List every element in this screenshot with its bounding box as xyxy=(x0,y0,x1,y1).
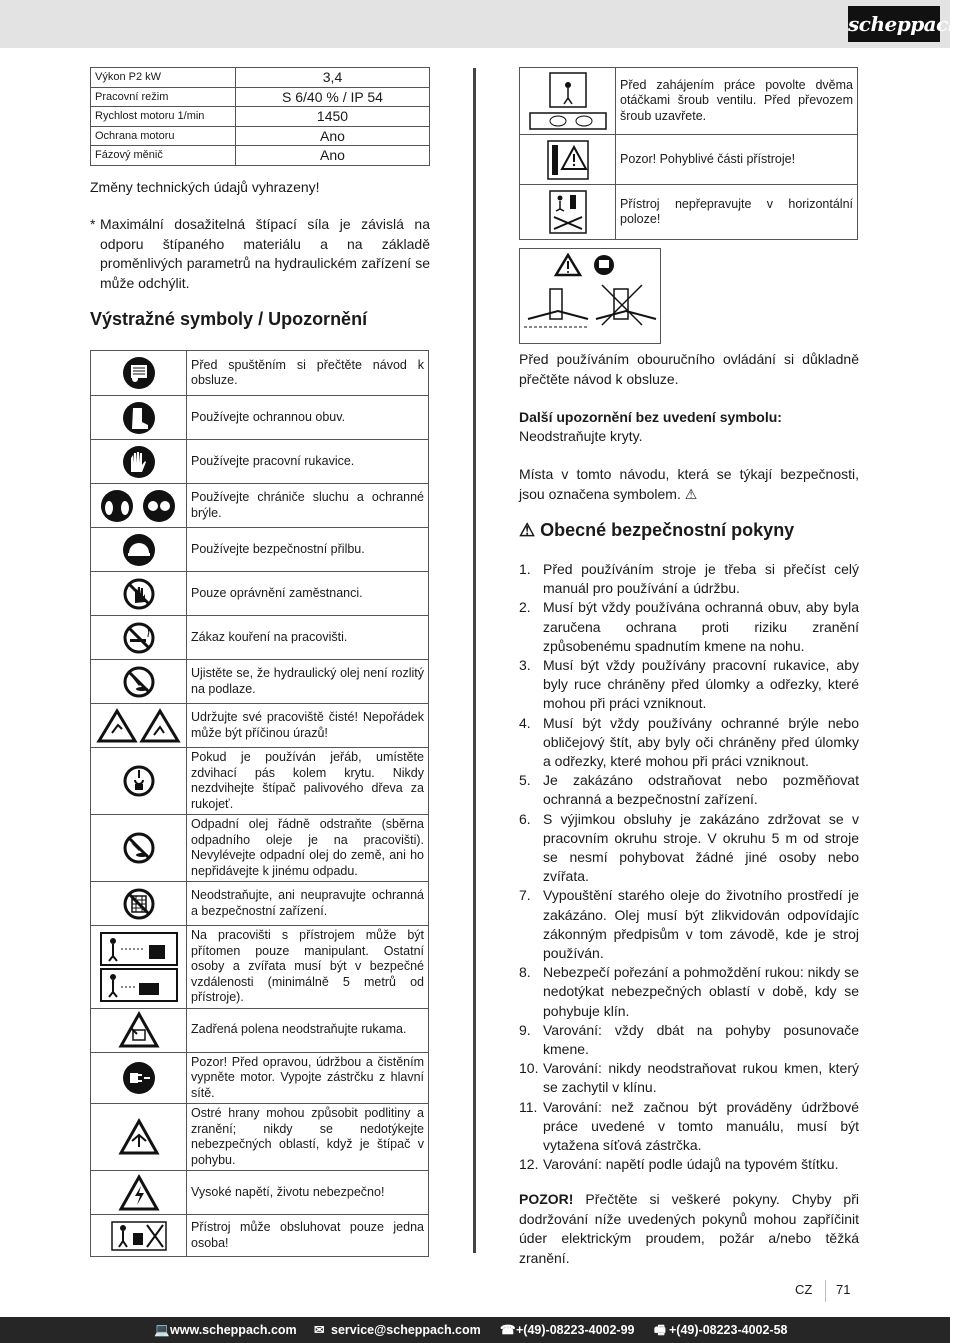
list-item xyxy=(519,1059,859,1097)
page-number: 71 xyxy=(836,1282,851,1297)
list-number: 7. xyxy=(519,887,531,904)
list-item xyxy=(519,714,859,772)
warning-text: Ostré hrany mohou způsobit podlitiny a zranění; nikdy se nedotýkejte nebezpečných oblastí, když je štípač v pohybu. xyxy=(187,1104,429,1171)
list-item xyxy=(519,1155,859,1174)
warning-text: Přístroj může obsluhovat pouze jedna osoba! xyxy=(187,1215,429,1257)
table-row xyxy=(91,572,429,616)
list-text: Musí být vždy používána ochranná obuv, aby byla zaručena ochrana proti riziku zranění způsobenému spadnutím kmene na nohu. xyxy=(543,599,859,654)
helmet-icon xyxy=(91,528,187,572)
footer-email[interactable]: service@scheppach.com xyxy=(331,1323,481,1337)
warning-text: Pokud je používán jeřáb, umístěte zdvihací pás kolem krytu. Nikdy nezdvihejte štípač palivového dřeva za rukojeť. xyxy=(187,748,429,815)
brand-logo: scheppach xyxy=(848,6,940,42)
no-remove-guard-icon xyxy=(91,882,187,926)
warning-text: Zákaz kouření na pracovišti. xyxy=(187,616,429,660)
no-oil-spill-icon xyxy=(91,660,187,704)
places-note: Místa v tomto návodu, která se týkají bezpečnosti, jsou označena symbolem. ⚠ xyxy=(519,466,859,502)
spec-value: 1450 xyxy=(236,107,430,127)
pozor-label: POZOR! xyxy=(519,1191,574,1207)
list-number: 8. xyxy=(519,964,531,981)
list-item xyxy=(519,656,859,714)
list-text: Před používáním stroje je třeba si přečíst celý manuál pro používání a údržbu. xyxy=(543,561,859,597)
table-row xyxy=(91,1171,429,1215)
warning-text: Používejte chrániče sluchu a ochranné brýle. xyxy=(187,484,429,528)
table-row xyxy=(520,68,858,135)
warning-text: Používejte ochrannou obuv. xyxy=(187,396,429,440)
list-text: Varování: napětí podle údajů na typovém štítku. xyxy=(543,1156,839,1173)
warning-text: Neodstraňujte, ani neupravujte ochranná a bezpečnostní zařízení. xyxy=(187,882,429,926)
footnote xyxy=(90,215,430,293)
warning-triangle-icon xyxy=(556,255,580,275)
spec-label: Pracovní režim xyxy=(91,87,236,107)
gloves-icon xyxy=(91,440,187,484)
spec-value: S 6/40 % / IP 54 xyxy=(236,87,430,107)
changes-note: Změny technických údajů vyhrazeny! xyxy=(90,179,320,195)
phone-icon: ☎ xyxy=(500,1323,516,1337)
valve-screw-icon xyxy=(520,68,616,135)
list-number: 2. xyxy=(519,599,531,616)
warning-table xyxy=(90,350,429,1257)
one-operator-icon xyxy=(91,1215,187,1257)
spec-label: Rychlost motoru 1/min xyxy=(91,107,236,127)
fax-icon: 🖷 xyxy=(654,1323,666,1337)
spec-label: Výkon P2 kW xyxy=(91,68,236,88)
table-row xyxy=(91,87,430,107)
slip-trip-icon xyxy=(91,704,187,748)
sharp-edges-icon xyxy=(91,1104,187,1171)
list-text: Je zakázáno odstraňovat nebo pozměňovat ochranná a bezpečnostní zařízení. xyxy=(543,772,859,808)
table-row xyxy=(91,146,430,166)
list-number: 11. xyxy=(519,1098,538,1115)
spec-value: Ano xyxy=(236,146,430,166)
table-row xyxy=(91,660,429,704)
warning-text: Před zahájením práce povolte dvěma otáčkami šroub ventilu. Před převozem šroub uzavřete. xyxy=(616,68,858,135)
table-row xyxy=(91,1008,429,1052)
warning-text: Udržujte své pracoviště čisté! Nepořádek může být příčinou úrazů! xyxy=(187,704,429,748)
footer-phone: +(49)-08223-4002-99 xyxy=(516,1323,635,1337)
table-row xyxy=(91,616,429,660)
warning-text: Pouze oprávnění zaměstnanci. xyxy=(187,572,429,616)
list-text: Musí být vždy používány ochranné brýle nebo obličejový štít, aby byly oči chráněny před úlomky a odřezky, které mohou při práci vzniknout. xyxy=(543,714,859,770)
table-row xyxy=(520,135,858,185)
footer-web[interactable]: www.scheppach.com xyxy=(170,1323,297,1337)
unplug-icon xyxy=(91,1052,187,1104)
spec-label: Ochrana motoru xyxy=(91,126,236,146)
table-row xyxy=(91,68,430,88)
further-heading: Další upozornění bez uvedení symbolu: xyxy=(519,409,782,425)
list-number: 3. xyxy=(519,657,531,674)
list-item xyxy=(519,1021,859,1059)
email-icon: ✉ xyxy=(314,1323,325,1337)
table-row xyxy=(91,1052,429,1104)
table-row xyxy=(520,185,858,240)
warning-text: Odpadní olej řádně odstraňte (sběrna odpadního oleje je na pracovišti). Nevylévejte odpadní olej do země, ani ho nepřidávejte k jinému odpadu. xyxy=(187,815,429,882)
header-bar xyxy=(0,0,962,48)
authorized-only-icon xyxy=(91,572,187,616)
table-row xyxy=(91,351,429,396)
table-row xyxy=(91,107,430,127)
table-row xyxy=(91,926,429,1009)
list-number: 6. xyxy=(519,810,531,827)
list-number: 9. xyxy=(519,1021,531,1038)
list-text: S výjimkou obsluhy je zakázáno zdržovat se v pracovním okruhu stroje. V okruhu 5 m od stroje se nesmí pohybovat žádné jiné osoby nebo zvířata. xyxy=(543,810,859,885)
list-text: Vypouštění starého oleje do životního prostředí je zakázáno. Olej musí být zlikvidován odpovídajíc zákonným předpisům v tom závodě, kde je stroj používán. xyxy=(543,887,859,962)
general-safety-list xyxy=(519,560,859,1175)
read-manual-icon xyxy=(594,255,614,275)
safety-boots-icon xyxy=(91,396,187,440)
warning-text: Používejte bezpečnostní přilbu. xyxy=(187,528,429,572)
footer-bar xyxy=(0,1317,950,1343)
table-row xyxy=(91,882,429,926)
table-row xyxy=(91,704,429,748)
table-row xyxy=(91,126,430,146)
warning-text: Pozor! Před opravou, údržbou a čistěním vypněte motor. Vypojte zástrčku z hlavní sítě. xyxy=(187,1052,429,1104)
crane-icon xyxy=(91,748,187,815)
warning-text: Před spuštěním si přečtěte návod k obsluze. xyxy=(187,351,429,396)
table-row xyxy=(91,440,429,484)
warning-text: Vysoké napětí, životu nebezpečno! xyxy=(187,1171,429,1215)
warning-text: Používejte pracovní rukavice. xyxy=(187,440,429,484)
list-text: Nebezpečí pořezání a pohmoždění rukou: nikdy se nedotýkat nebezpečných oblastí v době, kdy se pohybuje klín. xyxy=(543,964,859,1019)
no-horizontal-transport-icon xyxy=(520,185,616,240)
warning-text: Na pracovišti s přístrojem může být přítomen pouze manipulant. Ostatní osoby a zvířata musí být v bezpečné vzdálenosti (minimálně 5 metrů od přístroje). xyxy=(187,926,429,1009)
warning-text: Ujistěte se, že hydraulický olej není rozlitý na podlaze. xyxy=(187,660,429,704)
spec-value: 3,4 xyxy=(236,68,430,88)
table-row xyxy=(91,528,429,572)
waste-oil-icon xyxy=(91,815,187,882)
pozor-paragraph xyxy=(519,1190,859,1268)
list-text: Varování: než začnou být prováděny údržbové práce uvedené v tomto manuálu, musí být vytažena síťová zástrčka. xyxy=(543,1098,859,1154)
spec-table xyxy=(90,67,430,166)
footnote-text: Maximální dosažitelná štípací síla je závislá na odporu štípaného materiálu a na základě proměnlivých parametrů na hydraulickém zařízení se může odchýlit. xyxy=(100,216,430,291)
table-row xyxy=(91,396,429,440)
ear-eye-protection-icon xyxy=(91,484,187,528)
spec-label: Fázový měnič xyxy=(91,146,236,166)
table-row xyxy=(91,1215,429,1257)
list-item xyxy=(519,1098,859,1156)
warning-text: Přístroj nepřepravujte v horizontální poloze! xyxy=(616,185,858,240)
spec-value: Ano xyxy=(236,126,430,146)
list-item xyxy=(519,963,859,1021)
list-item xyxy=(519,560,859,598)
list-item xyxy=(519,771,859,809)
warning-text: Zadřená polena neodstraňujte rukama. xyxy=(187,1008,429,1052)
jammed-log-icon xyxy=(91,1008,187,1052)
footer-fax: +(49)-08223-4002-58 xyxy=(669,1323,788,1337)
web-icon: 💻 xyxy=(154,1323,170,1337)
no-smoking-icon xyxy=(91,616,187,660)
list-text: Musí být vždy používány pracovní rukavice, aby byly ruce chráněny před úlomky a odřezky, které mohou při práci vzniknout. xyxy=(543,657,859,712)
list-number: 1. xyxy=(519,561,531,577)
high-voltage-icon xyxy=(91,1171,187,1215)
table-row xyxy=(91,1104,429,1171)
two-hand-note: Před používáním obouručního ovládání si důkladně přečtěte návod k obsluze. xyxy=(519,351,859,387)
list-item xyxy=(519,810,859,887)
table-row xyxy=(91,815,429,882)
page-separator xyxy=(825,1280,826,1302)
keep-distance-icon xyxy=(91,926,187,1009)
list-number: 4. xyxy=(519,714,531,731)
two-hand-operation-figure xyxy=(519,248,661,344)
list-item xyxy=(519,886,859,963)
table-row xyxy=(91,484,429,528)
list-item xyxy=(519,598,859,656)
list-number: 12. xyxy=(519,1156,539,1173)
footnote-star: * xyxy=(90,216,96,232)
page-language: CZ xyxy=(795,1282,813,1297)
list-text: Varování: nikdy neodstraňovat rukou kmen, který se zachytil v klínu. xyxy=(543,1060,859,1096)
list-number: 10. xyxy=(519,1060,539,1077)
right-warning-table xyxy=(519,67,858,240)
list-text: Varování: vždy dbát na pohyby posunovače kmene. xyxy=(543,1021,859,1058)
list-number: 5. xyxy=(519,772,531,789)
further-text: Neodstraňujte kryty. xyxy=(519,428,643,444)
warning-heading: Výstražné symboly / Upozornění xyxy=(90,309,368,329)
column-divider xyxy=(473,68,476,1253)
table-row xyxy=(91,748,429,815)
pozor-text: Přečtěte si veškeré pokyny. Chyby při dodržování níže uvedených pokynů mohou zapříčinit úder elektrickým proudem, požár a/nebo těžká zranění. xyxy=(519,1191,859,1266)
moving-parts-icon xyxy=(520,135,616,185)
general-heading: ⚠ Obecné bezpečnostní pokyny xyxy=(519,520,795,540)
warning-text: Pozor! Pohyblivé části přístroje! xyxy=(616,135,858,185)
read-manual-icon xyxy=(91,351,187,396)
